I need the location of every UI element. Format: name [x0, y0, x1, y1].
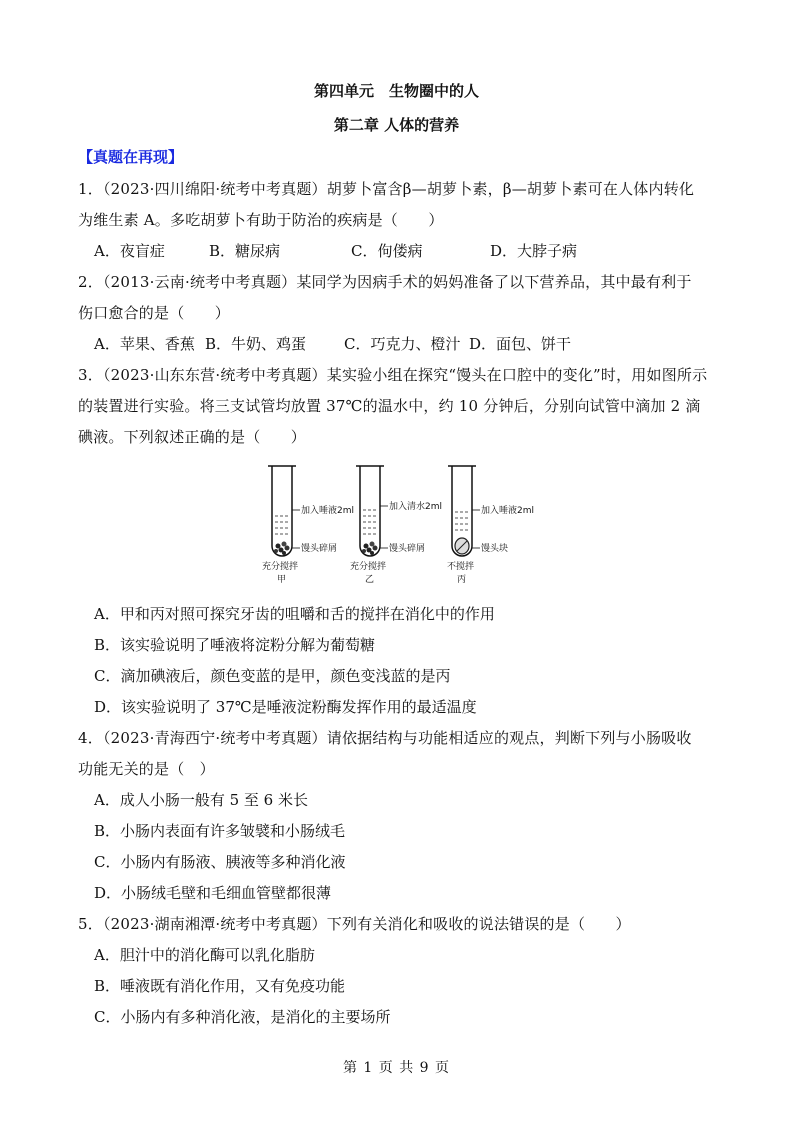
tube-bing-action: 不搅拌 [447, 562, 475, 572]
q4-option-b: B．小肠内表面有许多皱襞和小肠绒毛 [94, 822, 346, 840]
q3-line-1: 3．（2023·山东东营·统考中考真题）某实验小组在探究“馒头在口腔中的变化”时，用如图所示 [78, 366, 708, 384]
q3-option-c: C．滴加碘液后，颜色变蓝的是甲，颜色变浅蓝的是丙 [94, 667, 451, 685]
q2-options [94, 333, 571, 354]
q4-option-c: C．小肠内有肠液、胰液等多种消化液 [94, 853, 346, 871]
q5-option-a: A．胆汁中的消化酶可以乳化脂肪 [94, 946, 315, 964]
tube-yi-name: 乙 [365, 575, 375, 585]
q5-option-b: B．唾液既有消化作用，又有免疫功能 [94, 977, 346, 995]
tube-yi-add-label: 加入清水2ml [389, 502, 442, 512]
tube-yi [356, 466, 388, 556]
tube-bing-name: 丙 [457, 575, 467, 585]
q5-line-1: 5．（2023·湖南湘潭·统考中考真题）下列有关消化和吸收的说法错误的是（ ） [78, 915, 631, 933]
tube-jia-content-label: 馒头碎屑 [301, 544, 338, 554]
q1-options [94, 240, 577, 261]
q1-option-b: B．糖尿病 [209, 242, 281, 260]
q2-line-2: 伤口愈合的是（ ） [78, 304, 231, 322]
tube-jia-action: 充分搅拌 [262, 562, 299, 572]
q2-option-b: B．牛奶、鸡蛋 [205, 335, 307, 353]
tube-yi-action: 充分搅拌 [350, 562, 387, 572]
q5-option-c: C．小肠内有多种消化液，是消化的主要场所 [94, 1008, 391, 1026]
q2-option-d: D．面包、饼干 [469, 335, 572, 353]
q2-option-a: A．苹果、香蕉 [94, 335, 195, 353]
chapter-title: 第二章 人体的营养 [333, 116, 460, 134]
q1-option-d: D．大脖子病 [490, 242, 578, 260]
q4-option-d: D．小肠绒毛壁和毛细血管壁都很薄 [94, 884, 332, 902]
q4-line-1: 4．（2023·青海西宁·统考中考真题）请依据结构与功能相适应的观点，判断下列与小肠吸收 [78, 729, 692, 747]
q2-line-1: 2．（2013·云南·统考中考真题）某同学为因病手术的妈妈准备了以下营养品，其中最有利于 [78, 273, 692, 291]
tube-bing-add-label: 加入唾液2ml [481, 506, 534, 516]
q1-line-1: 1．（2023·四川绵阳·统考中考真题）胡萝卜富含β—胡萝卜素，β—胡萝卜素可在人体内转化 [78, 180, 695, 198]
page-footer: 第 1 页 共 9 页 [342, 1060, 451, 1076]
tube-yi-content-label: 馒头碎屑 [389, 544, 426, 554]
q1-line-2: 为维生素 A。多吃胡萝卜有助于防治的疾病是（ ） [78, 211, 444, 229]
q2-option-c: C．巧克力、橙汁 [344, 335, 461, 353]
q1-option-c: C．佝偻病 [351, 242, 423, 260]
tube-bing [448, 466, 480, 556]
q4-option-a: A．成人小肠一般有 5 至 6 米长 [94, 791, 308, 809]
q3-option-d: D．该实验说明了 37℃是唾液淀粉酶发挥作用的最适温度 [94, 698, 477, 716]
tube-jia-name: 甲 [277, 575, 287, 585]
q3-option-a: A．甲和丙对照可探究牙齿的咀嚼和舌的搅拌在消化中的作用 [94, 605, 495, 623]
section-label: 【真题在再现】 [78, 148, 184, 166]
unit-title: 第四单元 生物圈中的人 [313, 82, 479, 100]
tube-bing-content-label: 馒头块 [481, 544, 509, 554]
tube-jia [268, 466, 300, 556]
q4-line-2: 功能无关的是（ ） [78, 760, 215, 778]
q3-option-b: B．该实验说明了唾液将淀粉分解为葡萄糖 [94, 636, 376, 654]
q1-option-a: A．夜盲症 [94, 242, 165, 260]
q3-line-2: 的装置进行实验。将三支试管均放置 37℃的温水中，约 10 分钟后，分别向试管中滴加 2 滴 [78, 397, 701, 415]
q3-line-3: 碘液。下列叙述正确的是（ ） [78, 428, 307, 446]
test-tube-figure [250, 458, 550, 588]
tube-jia-add-label: 加入唾液2ml [301, 506, 354, 516]
